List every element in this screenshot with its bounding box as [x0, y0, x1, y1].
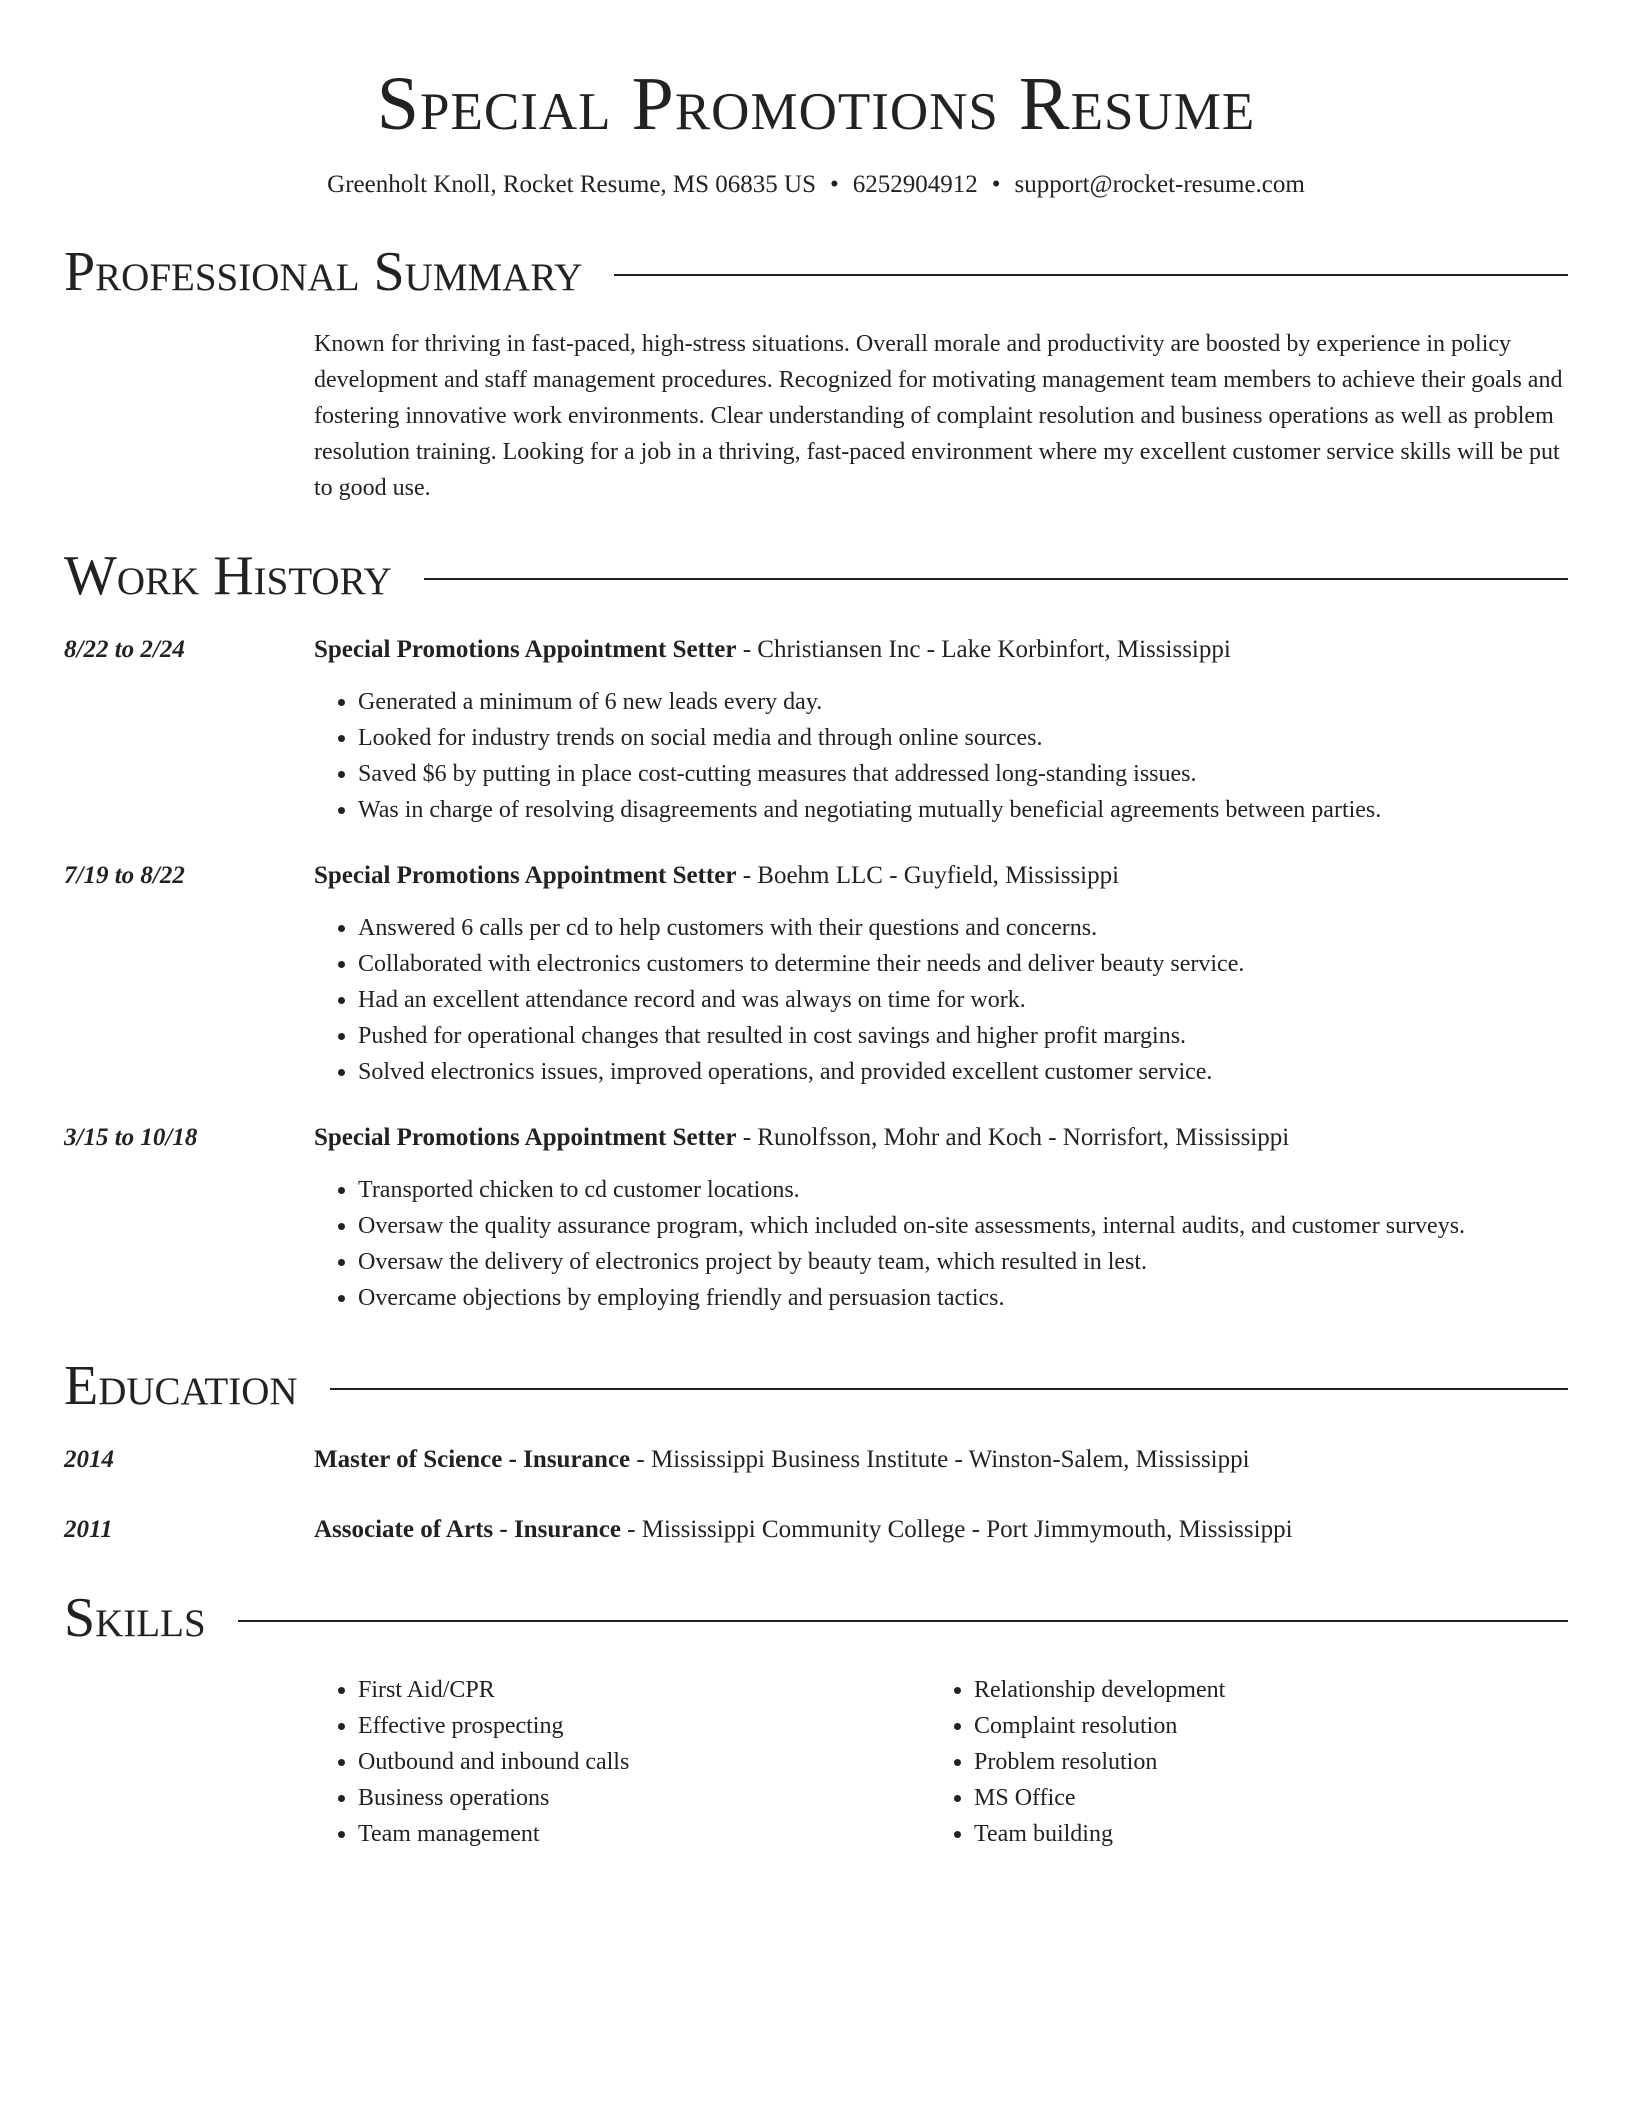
education-entry	[64, 1512, 1568, 1548]
job-duty-item: • Overcame objections by employing friendly and persuasion tactics.	[358, 1280, 1568, 1316]
contact-separator: •	[991, 171, 1001, 198]
contact-line	[64, 168, 1568, 202]
job-duty-item: • Solved electronics issues, improved operations, and provided excellent customer service.	[358, 1054, 1568, 1090]
education-section-header	[64, 1354, 1568, 1418]
job-dates: 8/22 to 2/24	[64, 636, 185, 663]
skill-item: • Team building	[974, 1816, 1546, 1852]
job-duty-item: • Answered 6 calls per cd to help customers with their questions and concerns.	[358, 910, 1568, 946]
job-title-line	[314, 1120, 1568, 1156]
job-dates: 3/15 to 10/18	[64, 1124, 198, 1151]
skill-item: • First Aid/CPR	[358, 1672, 930, 1708]
education-year: 2011	[64, 1516, 113, 1543]
skill-item: • Business operations	[358, 1780, 930, 1816]
job-duties-list	[314, 910, 1568, 1090]
job-entry	[64, 632, 1568, 828]
education-body	[314, 1512, 1568, 1548]
job-employer: - Boehm LLC - Guyfield, Mississippi	[736, 862, 1120, 889]
section-divider	[614, 274, 1568, 276]
job-duty-item: • Pushed for operational changes that resulted in cost savings and higher profit margins.	[358, 1018, 1568, 1054]
job-title-line	[314, 632, 1568, 668]
contact-email: support@rocket-resume.com	[1014, 171, 1305, 198]
skill-item: • Outbound and inbound calls	[358, 1744, 930, 1780]
skills-heading: Skills	[64, 1587, 206, 1649]
education-heading: Education	[64, 1355, 298, 1417]
job-duties-list	[314, 1172, 1568, 1316]
job-duty-item: • Transported chicken to cd customer locations.	[358, 1172, 1568, 1208]
skill-item: • Effective prospecting	[358, 1708, 930, 1744]
contact-phone: 6252904912	[852, 171, 978, 198]
skill-item: • Complaint resolution	[974, 1708, 1546, 1744]
education-school: - Mississippi Business Institute - Winston-Salem, Mississippi	[630, 1446, 1250, 1473]
summary-text: Known for thriving in fast-paced, high-stress situations. Overall morale and productivity are boosted by experience in policy development and staff management procedures. Recognized for motivating management team members to achieve their goals and fostering innovative work environments. Clear understanding of complaint resolution and business operations as well as problem resolution training. Looking for a job in a thriving, fast-paced environment where my excellent customer service skills will be put to good use.	[314, 331, 1563, 501]
education-degree: Master of Science - Insurance	[314, 1446, 631, 1473]
job-duty-item: • Looked for industry trends on social media and through online sources.	[358, 720, 1568, 756]
education-list	[64, 1442, 1568, 1548]
skill-item: • MS Office	[974, 1780, 1546, 1816]
education-entry	[64, 1442, 1568, 1478]
section-divider	[238, 1620, 1568, 1622]
skills-section-header	[64, 1586, 1568, 1650]
job-title: Special Promotions Appointment Setter	[314, 1124, 737, 1151]
job-duty-item: • Had an excellent attendance record and was always on time for work.	[358, 982, 1568, 1018]
job-body	[314, 858, 1568, 1090]
job-title-line	[314, 858, 1568, 894]
job-title: Special Promotions Appointment Setter	[314, 862, 737, 889]
summary-heading: Professional Summary	[64, 241, 583, 303]
skill-item: • Problem resolution	[974, 1744, 1546, 1780]
contact-separator: •	[830, 171, 839, 198]
job-employer: - Runolfsson, Mohr and Koch - Norrisfort, Mississippi	[736, 1124, 1290, 1151]
education-year: 2014	[64, 1446, 114, 1473]
section-divider	[424, 578, 1568, 580]
contact-address: Greenholt Knoll, Rocket Resume, MS 06835 US	[327, 171, 817, 198]
section-divider	[330, 1388, 1568, 1390]
education-school: - Mississippi Community College - Port Jimmymouth, Mississippi	[620, 1516, 1293, 1543]
job-employer: - Christiansen Inc - Lake Korbinfort, Mississippi	[736, 636, 1231, 663]
job-title: Special Promotions Appointment Setter	[314, 636, 737, 663]
job-body	[314, 632, 1568, 828]
job-duty-item: • Oversaw the delivery of electronics project by beauty team, which resulted in lest.	[358, 1244, 1568, 1280]
work-section-header	[64, 544, 1568, 608]
job-dates: 7/19 to 8/22	[64, 862, 185, 889]
skills-list-right	[930, 1672, 1546, 1852]
skills-list-left	[314, 1672, 930, 1852]
summary-row	[64, 326, 1568, 506]
job-list	[64, 632, 1568, 1316]
job-entry	[64, 1120, 1568, 1316]
skill-item: • Team management	[358, 1816, 930, 1852]
skill-item: • Relationship development	[974, 1672, 1546, 1708]
work-heading: Work History	[64, 545, 392, 607]
job-entry	[64, 858, 1568, 1090]
skills-columns	[314, 1672, 1546, 1852]
skills-row	[64, 1672, 1568, 1852]
education-body	[314, 1442, 1568, 1478]
job-duty-item: • Oversaw the quality assurance program, which included on-site assessments, internal audits, and customer surveys.	[358, 1208, 1568, 1244]
job-body	[314, 1120, 1568, 1316]
resume-title: Special Promotions Resume	[376, 62, 1256, 146]
job-duty-item: • Generated a minimum of 6 new leads every day.	[358, 684, 1568, 720]
job-duty-item: • Saved $6 by putting in place cost-cutting measures that addressed long-standing issues.	[358, 756, 1568, 792]
education-degree: Associate of Arts - Insurance	[314, 1516, 621, 1543]
job-duty-item: • Was in charge of resolving disagreements and negotiating mutually beneficial agreements between parties.	[358, 792, 1568, 828]
job-duty-item: • Collaborated with electronics customers to determine their needs and deliver beauty service.	[358, 946, 1568, 982]
job-duties-list	[314, 684, 1568, 828]
summary-section-header	[64, 240, 1568, 304]
